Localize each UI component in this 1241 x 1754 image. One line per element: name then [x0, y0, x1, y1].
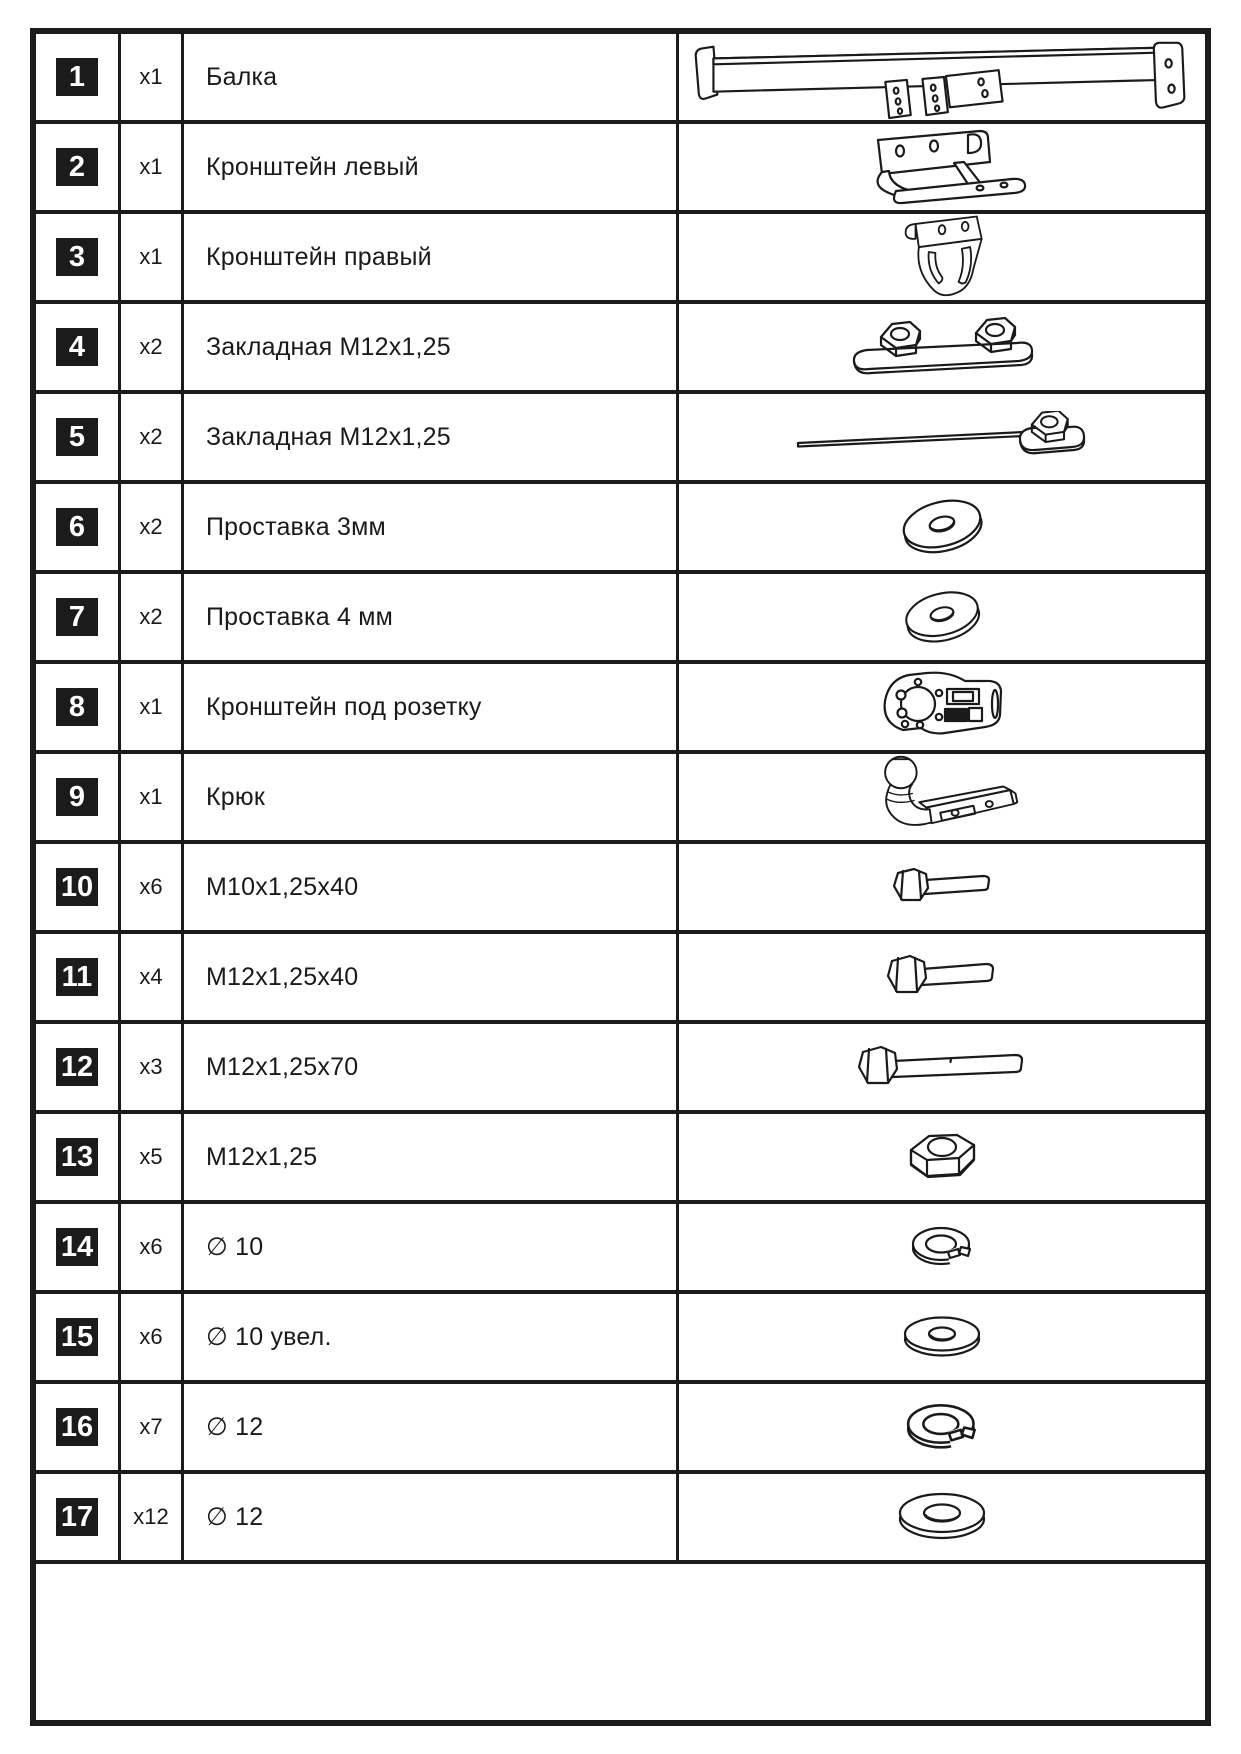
item-qty-cell — [121, 124, 184, 214]
item-name-cell — [184, 1474, 679, 1564]
socket-bracket-illustration — [873, 667, 1011, 747]
flat-washer-10-large-illustration — [898, 1312, 986, 1362]
parts-table — [30, 28, 1211, 1726]
item-illustration-cell — [679, 214, 1205, 304]
item-illustration-cell — [679, 1294, 1205, 1384]
item-name: Крюк — [206, 782, 265, 811]
item-number-badge: 15 — [56, 1318, 98, 1356]
item-number-badge: 16 — [56, 1408, 98, 1446]
item-qty: x4 — [139, 964, 163, 989]
item-name: Закладная M12x1,25 — [206, 422, 451, 451]
item-qty: x1 — [139, 154, 163, 179]
item-name: Балка — [206, 62, 278, 91]
item-number-badge: 9 — [56, 778, 98, 816]
item-name: M12x1,25x70 — [206, 1052, 359, 1081]
item-name: ∅ 10 увел. — [206, 1323, 332, 1351]
towball-hook-illustration — [862, 755, 1022, 839]
item-qty: x1 — [139, 64, 163, 89]
spring-washer-12-illustration — [900, 1396, 984, 1459]
item-qty: x7 — [139, 1414, 163, 1439]
item-illustration-cell — [679, 1384, 1205, 1474]
item-number-cell — [36, 124, 121, 214]
item-number-cell — [36, 844, 121, 934]
item-qty: x1 — [139, 784, 163, 809]
item-number-cell — [36, 394, 121, 484]
item-qty-cell — [121, 484, 184, 574]
item-name-cell — [184, 1114, 679, 1204]
item-illustration-cell — [679, 664, 1205, 754]
item-name-cell — [184, 664, 679, 754]
item-number-badge: 1 — [56, 58, 98, 96]
item-qty: x2 — [139, 604, 163, 629]
item-qty: x12 — [133, 1504, 169, 1529]
item-name: M12x1,25 — [206, 1142, 318, 1171]
item-qty-cell — [121, 304, 184, 394]
item-qty-cell — [121, 1474, 184, 1564]
item-number-cell — [36, 934, 121, 1024]
item-number-cell — [36, 1474, 121, 1564]
item-illustration-cell — [679, 1474, 1205, 1564]
item-name-cell — [184, 214, 679, 304]
item-qty: x6 — [139, 1234, 163, 1259]
anchor-plate-illustration — [843, 317, 1041, 377]
item-number-badge: 3 — [56, 238, 98, 276]
item-illustration-cell — [679, 1114, 1205, 1204]
item-qty: x2 — [139, 424, 163, 449]
item-number-badge: 8 — [56, 688, 98, 726]
item-illustration-cell — [679, 844, 1205, 934]
item-number-cell — [36, 1024, 121, 1114]
spacer-4mm-illustration — [899, 585, 985, 649]
item-number-cell — [36, 664, 121, 754]
item-qty-cell — [121, 574, 184, 664]
flat-washer-12-illustration — [892, 1488, 992, 1546]
item-number-badge: 17 — [56, 1498, 98, 1536]
item-qty: x3 — [139, 1054, 163, 1079]
bolt-m10x40-illustration — [889, 865, 995, 909]
item-name-cell — [184, 934, 679, 1024]
item-illustration-cell — [679, 1024, 1205, 1114]
item-illustration-cell — [679, 754, 1205, 844]
item-qty-cell — [121, 1204, 184, 1294]
spacer-3mm-illustration — [896, 493, 988, 561]
item-name: ∅ 10 — [206, 1233, 264, 1261]
item-number-badge: 10 — [56, 868, 98, 906]
item-qty: x2 — [139, 334, 163, 359]
item-name-cell — [184, 484, 679, 574]
item-name-cell — [184, 394, 679, 484]
bolt-m12x40-illustration — [882, 952, 1002, 1002]
item-illustration-cell — [679, 124, 1205, 214]
bolt-m12x70-illustration — [853, 1042, 1031, 1092]
item-number-badge: 7 — [56, 598, 98, 636]
item-qty: x1 — [139, 244, 163, 269]
item-qty: x1 — [139, 694, 163, 719]
item-qty-cell — [121, 934, 184, 1024]
item-name-cell — [184, 1204, 679, 1294]
item-name-cell — [184, 304, 679, 394]
item-qty-cell — [121, 394, 184, 484]
item-number-badge: 4 — [56, 328, 98, 366]
item-number-cell — [36, 574, 121, 664]
item-name: Кронштейн под розетку — [206, 692, 482, 721]
item-name-cell — [184, 844, 679, 934]
item-qty-cell — [121, 844, 184, 934]
item-number-cell — [36, 484, 121, 574]
item-qty-cell — [121, 34, 184, 124]
item-qty-cell — [121, 1294, 184, 1384]
item-name: M10x1,25x40 — [206, 872, 359, 901]
item-name: ∅ 12 — [206, 1503, 264, 1531]
item-number-badge: 11 — [56, 958, 98, 996]
item-name-cell — [184, 1024, 679, 1114]
bracket-right-illustration — [889, 214, 995, 300]
item-name: Проставка 4 мм — [206, 602, 393, 631]
item-illustration-cell — [679, 34, 1205, 124]
item-qty-cell — [121, 1114, 184, 1204]
item-illustration-cell — [679, 304, 1205, 394]
item-number-cell — [36, 304, 121, 394]
spring-washer-10-illustration — [906, 1220, 978, 1274]
item-qty-cell — [121, 1024, 184, 1114]
item-number-badge: 5 — [56, 418, 98, 456]
item-name: Кронштейн правый — [206, 242, 432, 271]
item-name: Закладная M12x1,25 — [206, 332, 451, 361]
item-illustration-cell — [679, 574, 1205, 664]
item-name-cell — [184, 1294, 679, 1384]
item-name: M12x1,25x40 — [206, 962, 359, 991]
item-qty-cell — [121, 664, 184, 754]
item-name: Кронштейн левый — [206, 152, 419, 181]
item-number-cell — [36, 34, 121, 124]
item-qty-cell — [121, 214, 184, 304]
item-qty: x5 — [139, 1144, 163, 1169]
item-illustration-cell — [679, 934, 1205, 1024]
bracket-left-illustration — [856, 128, 1028, 206]
item-number-cell — [36, 214, 121, 304]
item-qty-cell — [121, 1384, 184, 1474]
item-name-cell — [184, 34, 679, 124]
item-qty: x2 — [139, 514, 163, 539]
nut-m12-illustration — [904, 1127, 980, 1187]
item-name: Проставка 3мм — [206, 512, 386, 541]
item-name-cell — [184, 124, 679, 214]
item-number-badge: 12 — [56, 1048, 98, 1086]
anchor-plate-wire-illustration — [792, 411, 1092, 463]
item-number-cell — [36, 1114, 121, 1204]
item-name-cell — [184, 754, 679, 844]
item-qty: x6 — [139, 874, 163, 899]
item-illustration-cell — [679, 484, 1205, 574]
item-qty-cell — [121, 754, 184, 844]
item-name-cell — [184, 574, 679, 664]
empty-footer-cell — [36, 1564, 1205, 1720]
item-illustration-cell — [679, 1204, 1205, 1294]
item-number-cell — [36, 1384, 121, 1474]
item-name-cell — [184, 1384, 679, 1474]
item-qty: x6 — [139, 1324, 163, 1349]
item-number-badge: 6 — [56, 508, 98, 546]
item-number-cell — [36, 1204, 121, 1294]
beam-illustration — [684, 35, 1200, 119]
item-illustration-cell — [679, 394, 1205, 484]
item-name: ∅ 12 — [206, 1413, 264, 1441]
item-number-cell — [36, 754, 121, 844]
item-number-badge: 13 — [56, 1138, 98, 1176]
item-number-badge: 14 — [56, 1228, 98, 1266]
item-number-cell — [36, 1294, 121, 1384]
item-number-badge: 2 — [56, 148, 98, 186]
